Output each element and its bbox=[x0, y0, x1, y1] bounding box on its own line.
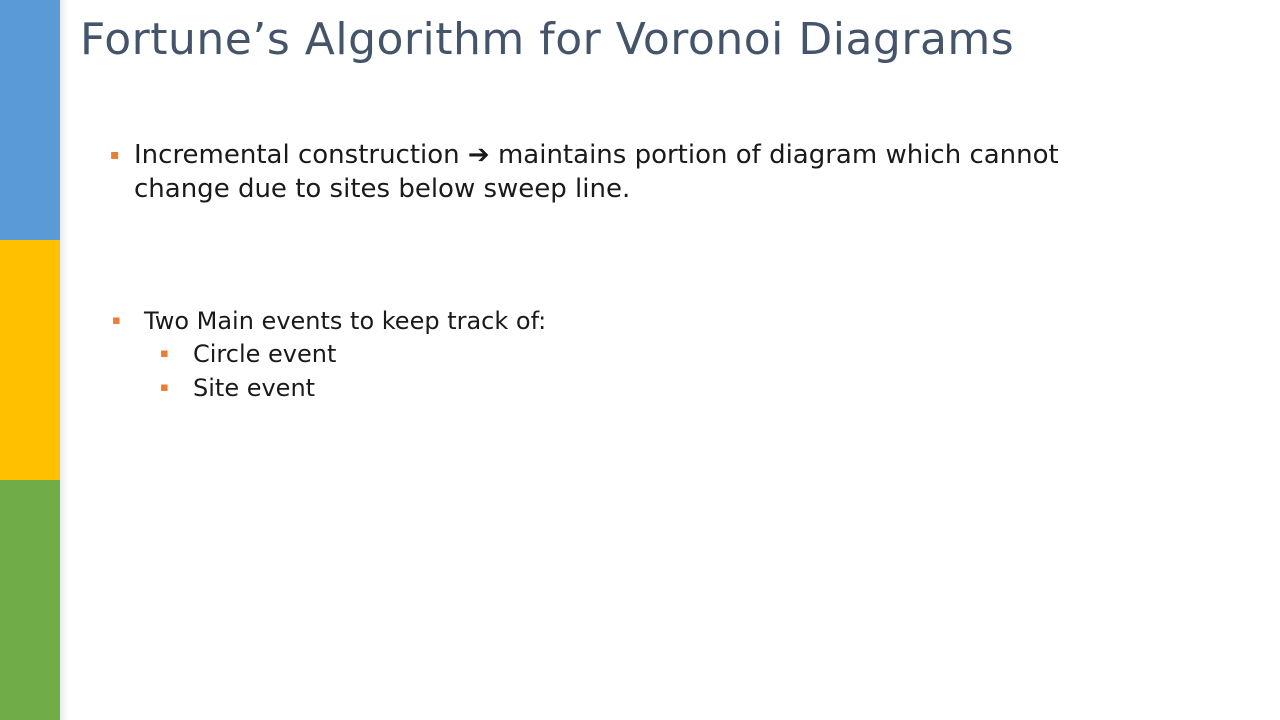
bullet-main-events bbox=[112, 305, 546, 337]
accent-bar-yellow bbox=[0, 240, 60, 480]
square-bullet-icon: ▪ bbox=[160, 380, 169, 395]
bullet-incremental-construction bbox=[110, 138, 1150, 206]
subbullet-circle-event bbox=[160, 338, 336, 370]
bullet-text: Two Main events to keep track of: bbox=[144, 307, 547, 335]
square-bullet-icon: ▪ bbox=[160, 346, 169, 361]
accent-bar-shadow bbox=[60, 0, 68, 720]
square-bullet-icon: ▪ bbox=[112, 313, 121, 328]
accent-bar-blue bbox=[0, 0, 60, 240]
subbullet-text: Circle event bbox=[193, 340, 337, 368]
square-bullet-icon: ▪ bbox=[110, 147, 120, 163]
accent-bar-green bbox=[0, 480, 60, 720]
bullet-text: Incremental construction ➔ maintains portion of diagram which cannot change due to sites below sweep line. bbox=[134, 140, 1059, 204]
subbullet-site-event bbox=[160, 372, 315, 404]
slide-title: Fortune’s Algorithm for Voronoi Diagrams bbox=[80, 14, 1015, 65]
subbullet-text: Site event bbox=[193, 374, 316, 402]
